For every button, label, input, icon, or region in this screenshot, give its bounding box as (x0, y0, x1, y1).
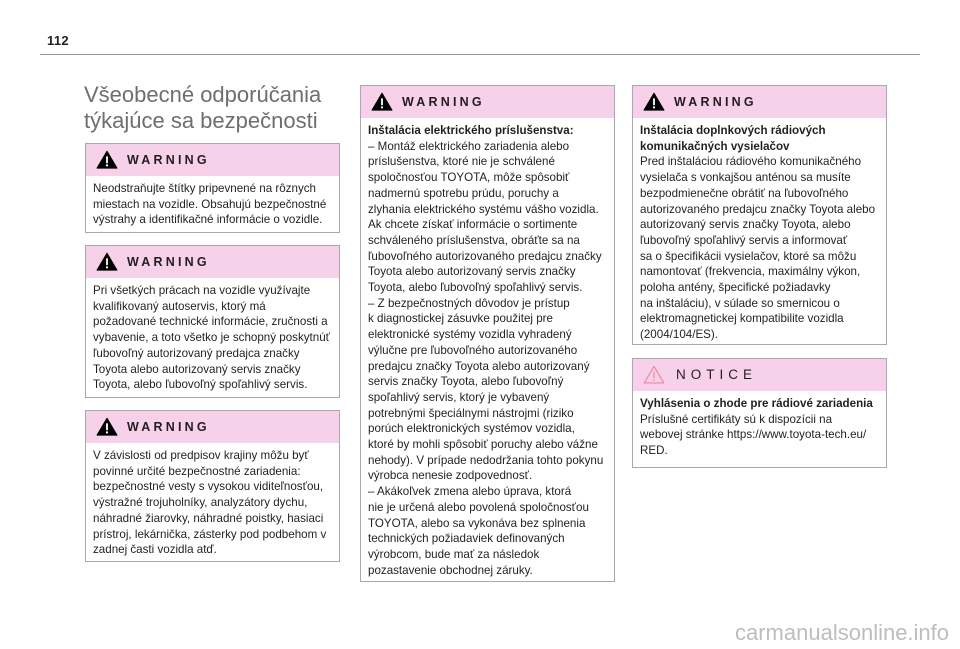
text-line: Toyota alebo autorizovaný servis značky (93, 362, 301, 376)
text-line: bezpodmienečne obrátiť na ľubovoľného (640, 186, 849, 200)
text-line: autorizovaného predajcu značky Toyota alebo (640, 202, 876, 216)
warning-header (86, 411, 339, 443)
warning-icon (96, 417, 118, 436)
heading-line: komunikačných vysielačov (640, 139, 790, 153)
warning-header (633, 86, 886, 118)
warning-box (632, 85, 887, 345)
text-line: autorizovaný servis značky Toyota, alebo (640, 218, 851, 232)
text-line: elektronické systémy vozidla vyhradený (368, 328, 572, 342)
warning-header (86, 246, 339, 278)
warning-heading (640, 123, 880, 154)
text-line: Ak chcete získať informácie o sortimente (368, 218, 578, 232)
text-line: náhradné žiarovky, náhradné poistky, hasiaci (93, 511, 324, 525)
text-line: výstrahy a identifikačné informácie o vozidle. (93, 213, 323, 227)
text-line: spoločnosťou TOYOTA, môže spôsobiť (368, 171, 570, 185)
warning-body (633, 118, 886, 343)
text-line: povinné určité bezpečnostné zariadenia: (93, 464, 301, 478)
warning-body (86, 176, 339, 228)
notice-label: NOTICE (676, 367, 758, 382)
text-line: výlučne pre ľubovoľného autorizovaného (368, 343, 578, 357)
watermark: carmanualsonline.info (735, 620, 950, 645)
warning-text (368, 139, 608, 579)
warning-label: WARNING (127, 153, 210, 167)
text-line: nadmernú spotrebu prúdu, poruchy a (368, 186, 559, 200)
warning-label: WARNING (127, 420, 210, 434)
warning-header (361, 86, 614, 118)
text-line: – Z bezpečnostných dôvodov je prístup (368, 296, 570, 310)
text-line: servis značky Toyota, alebo ľubovoľný (368, 375, 564, 389)
text-line: výrobcom, bude mať za následok (368, 547, 540, 561)
notice-box (632, 358, 887, 468)
text-line: zadnej časti vozidla atď. (93, 543, 217, 557)
notice-body (633, 391, 886, 459)
text-line: spoľahlivý servis, ktorý je vybavený (368, 390, 550, 404)
title-line: Všeobecné odporúčania (84, 82, 322, 107)
text-line: schváleného príslušenstva, obráťte sa na (368, 233, 580, 247)
text-line: TOYOTA, alebo sa vykonáva bez splnenia (368, 516, 586, 530)
text-line: prístroj, lekárnička, zásterky pod podbehom v (93, 527, 327, 541)
text-line: Pred inštaláciou rádiového komunikačného (640, 155, 862, 169)
text-line: potrebnými špeciálnymi nástrojmi (riziko (368, 406, 574, 420)
notice-header (633, 359, 886, 391)
heading-line: Inštalácia doplnkových rádiových (640, 124, 826, 137)
text-line: ktoré by mohli spôsobiť poruchy alebo vážne (368, 438, 598, 452)
warning-body (86, 278, 339, 393)
text-line: požadované technické informácie, zručnosti a (93, 315, 328, 329)
warning-box (85, 143, 340, 233)
text-line: webovej stránke https://www.toyota-tech.eu/ (640, 428, 867, 442)
text-line: poloha antény, špecifické požiadavky (640, 281, 831, 295)
warning-label: WARNING (402, 95, 485, 109)
text-line: V závislosti od predpisov krajiny môžu byť (93, 449, 309, 462)
text-line: Toyota alebo autorizovaný servis značky (368, 265, 576, 279)
text-line: ľubovoľný autorizovaný predajca značky (93, 346, 300, 360)
text-line: Príslušné certifikáty sú k dispozícii na (640, 412, 833, 426)
text-line: zlyhania elektrického systému vášho vozidla. (368, 202, 599, 216)
text-line: príslušenstva, ktoré nie je schválené (368, 155, 555, 169)
warning-header (86, 144, 339, 176)
text-line: RED. (640, 444, 668, 458)
page-title (84, 82, 321, 134)
text-line: vysielača s vonkajšou anténou sa musíte (640, 171, 851, 185)
warning-body (86, 443, 339, 558)
text-line: Toyota, alebo ľubovoľný spoľahlivý servis. (368, 281, 583, 295)
warning-icon (96, 150, 118, 169)
text-line: Neodstraňujte štítky pripevnené na rôznych (93, 182, 316, 195)
text-line: ľubovoľného autorizovaného predajcu značky (368, 249, 602, 263)
text-line: nie je určená alebo povolená spoločnosťou (368, 500, 589, 514)
title-line: týkajúce sa bezpečnosti (84, 108, 318, 133)
text-line: vybavenie, a toto všetko je schopný poskytnúť (93, 331, 331, 345)
text-line: Pri všetkých prácach na vozidle využívajte (93, 284, 311, 297)
text-line: nehody). V prípade nedodržania tohto pokynu (368, 453, 604, 467)
warning-box (360, 85, 615, 582)
text-line: k diagnostickej zásuvke použitej pre (368, 312, 553, 326)
text-line: ľubovoľný spoľahlivý servis a informovať (640, 233, 848, 247)
warning-box (85, 410, 340, 562)
text-line: (2004/104/ES). (640, 328, 718, 342)
text-line: porúch elektronických systémov vozidla, (368, 422, 575, 436)
text-line: predajcu značky Toyota alebo autorizovaný (368, 359, 590, 373)
warning-body (361, 118, 614, 578)
text-line: namontovať (frekvencia, maximálny výkon, (640, 265, 861, 279)
text-line: výrobca nenesie zodpovednosť. (368, 469, 533, 483)
warning-text (93, 448, 333, 558)
text-line: miestach na vozidle. Obsahujú bezpečnostné (93, 197, 327, 211)
warning-heading (368, 123, 608, 139)
warning-icon (371, 92, 393, 111)
warning-icon (643, 92, 665, 111)
warning-text (640, 154, 880, 342)
warning-text (93, 283, 333, 393)
notice-icon (643, 365, 665, 384)
heading-line: Inštalácia elektrického príslušenstva: (368, 124, 574, 137)
text-line: bezpečnostné vesty s vysokou viditeľnosťou, (93, 480, 324, 494)
warning-label: WARNING (674, 95, 757, 109)
text-line: Toyota, alebo ľubovoľný spoľahlivý servis. (93, 378, 308, 392)
text-line: – Akákoľvek zmena alebo úprava, ktorá (368, 485, 572, 499)
notice-heading (640, 396, 880, 412)
heading-line: Vyhlásenia o zhode pre rádiové zariadenia (640, 397, 873, 410)
page-number: 112 (47, 33, 69, 48)
warning-box (85, 245, 340, 398)
text-line: sa o špecifikácii vysielačov, ktoré sa môžu (640, 249, 857, 263)
text-line: technických požiadaviek definovaných (368, 532, 565, 546)
text-line: na inštaláciu), v súlade so smernicou o (640, 296, 840, 310)
text-line: – Montáž elektrického zariadenia alebo (368, 139, 570, 153)
warning-text (93, 181, 333, 228)
warning-icon (96, 252, 118, 271)
text-line: elektromagnetickej kompatibilite vozidla (640, 312, 844, 326)
header-rule (40, 54, 920, 55)
notice-text (640, 412, 880, 459)
text-line: výstražné trojuholníky, analyzátory dychu, (93, 496, 308, 510)
warning-label: WARNING (127, 255, 210, 269)
text-line: kvalifikovaný autoservis, ktorý má (93, 299, 266, 313)
text-line: pozastavenie obchodnej záruky. (368, 563, 533, 577)
